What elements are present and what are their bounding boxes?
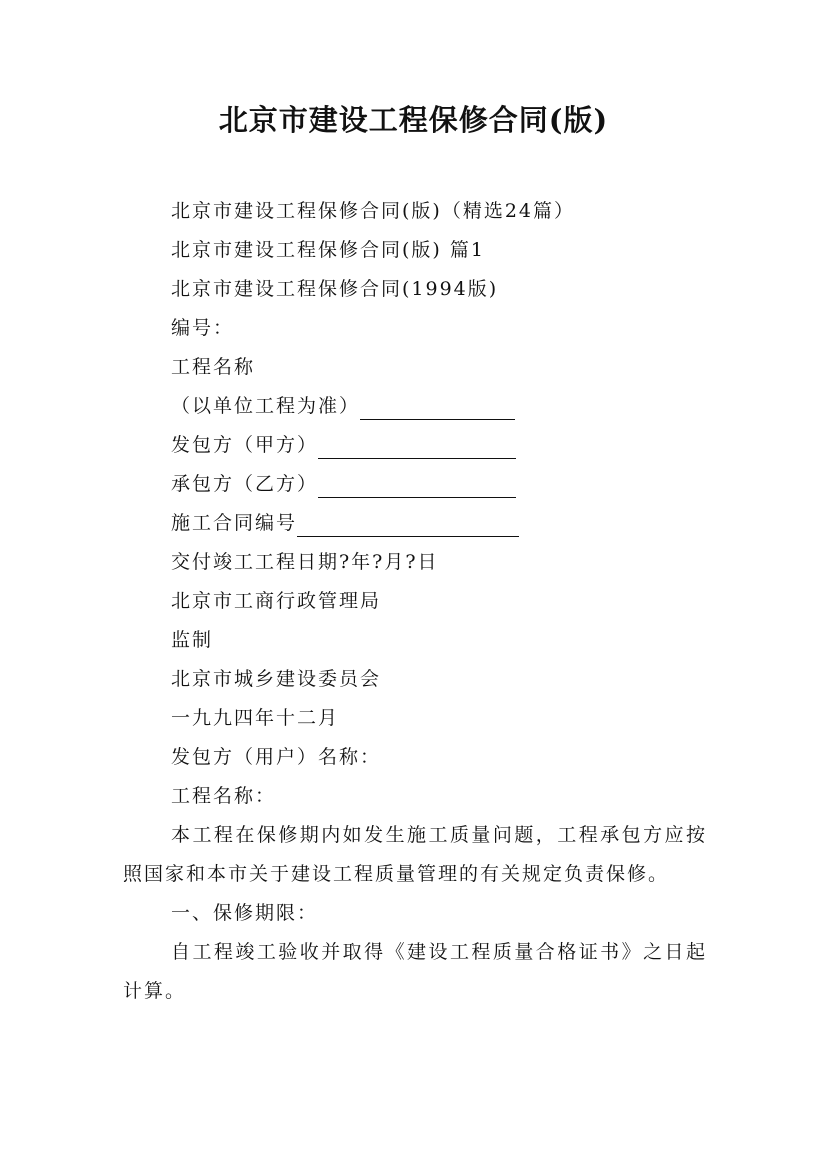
employer-label: 发包方（甲方） bbox=[171, 434, 319, 456]
number-label: 编号： bbox=[171, 317, 235, 339]
intro-line: 北京市建设工程保修合同(版)（精选24篇） bbox=[171, 200, 576, 222]
delivery-date-line: 交付竣工工程日期?年?月?日 bbox=[171, 551, 439, 573]
chapter-heading: 北京市建设工程保修合同(版) 篇1 bbox=[171, 239, 485, 261]
employer-row bbox=[123, 426, 707, 465]
issuer-2-line: 北京市城乡建设委员会 bbox=[171, 668, 382, 690]
issuer-1-role-line: 监制 bbox=[171, 629, 214, 651]
document-body bbox=[123, 192, 707, 1011]
contractor-blank bbox=[318, 471, 516, 498]
project-unit-blank bbox=[360, 393, 515, 420]
contract-no-blank bbox=[297, 510, 519, 537]
contract-no-row bbox=[123, 504, 707, 543]
contract-no-label: 施工合同编号 bbox=[171, 512, 298, 534]
section-1-heading: 一、保修期限： bbox=[171, 902, 319, 924]
warranty-paragraph: 本工程在保修期内如发生施工质量问题，工程承包方应按照国家和本市关于建设工程质量管理的有关规定负责保修。 bbox=[123, 824, 707, 885]
contractor-row bbox=[123, 465, 707, 504]
issue-date-line: 一九九四年十二月 bbox=[171, 707, 340, 729]
project-unit-row bbox=[123, 387, 707, 426]
project-name-label: 工程名称 bbox=[171, 356, 256, 378]
contract-name-line: 北京市建设工程保修合同(1994版) bbox=[171, 278, 499, 300]
issuer-1-line: 北京市工商行政管理局 bbox=[171, 590, 382, 612]
document-title: 北京市建设工程保修合同(版) bbox=[218, 103, 609, 137]
contractor-label: 承包方（乙方） bbox=[171, 473, 319, 495]
project-unit-label: （以单位工程为准） bbox=[171, 395, 361, 417]
employer-blank bbox=[318, 432, 516, 459]
project-name-label-2: 工程名称： bbox=[171, 785, 277, 807]
employer-user-label: 发包方（用户）名称： bbox=[171, 746, 382, 768]
warranty-period-paragraph: 自工程竣工验收并取得《建设工程质量合格证书》之日起计算。 bbox=[123, 941, 707, 1002]
